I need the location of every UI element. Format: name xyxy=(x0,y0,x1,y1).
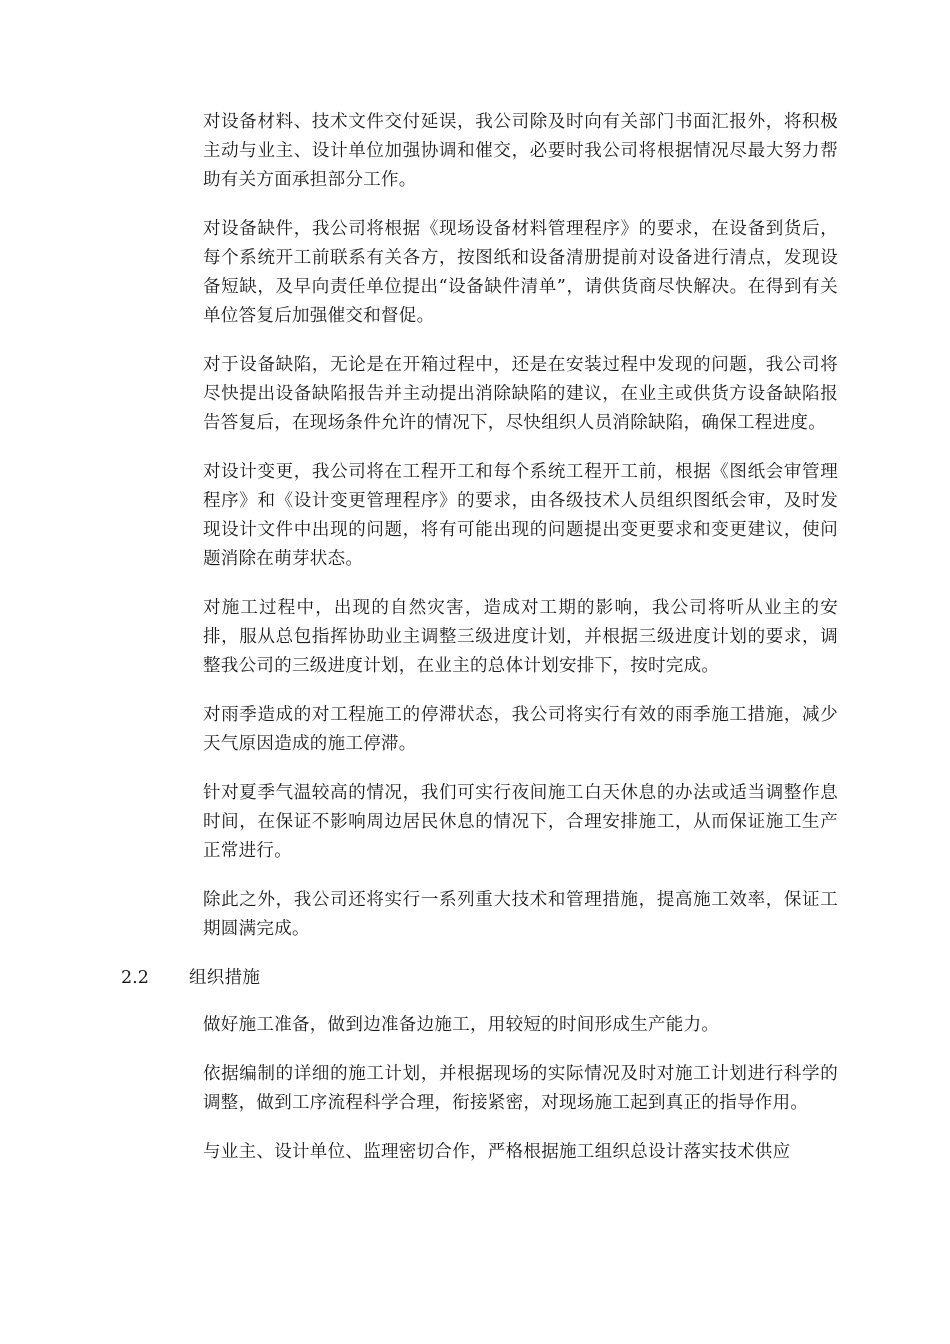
paragraph-summer-heat: 针对夏季气温较高的情况，我们可实行夜间施工白天休息的办法或适当调整作息时间，在保证不影响周边居民休息的情况下，合理安排施工，从而保证施工生产正常进行。 xyxy=(203,783,838,861)
paragraph-additional-measures: 除此之外，我公司还将实行一系列重大技术和管理措施，提高施工效率，保证工期圆满完成。 xyxy=(203,890,838,939)
paragraph-construction-prep: 做好施工准备，做到边准备边施工，用较短的时间形成生产能力。 xyxy=(203,1015,720,1035)
section-number: 2.2 xyxy=(121,968,149,988)
paragraph-natural-disaster: 对施工过程中，出现的自然灾害，造成对工期的影响，我公司将听从业主的安排，服从总包指挥协助业主调整三级进度计划，并根据三级进度计划的要求，调整我公司的三级进度计划，在业主的总体计划安排下，按时完成。 xyxy=(203,598,838,676)
paragraph-construction-plan: 依据编制的详细的施工计划，并根据现场的实际情况及时对施工计划进行科学的调整，做到工序流程科学合理，衔接紧密，对现场施工起到真正的指导作用。 xyxy=(203,1064,838,1113)
paragraph-material-delay: 对设备材料、技术文件交付延误，我公司除及时向有关部门书面汇报外，将积极主动与业主、设计单位加强协调和催交，必要时我公司将根据情况尽最大努力帮助有关方面承担部分工作。 xyxy=(203,112,838,190)
paragraph-equipment-shortage: 对设备缺件，我公司将根据《现场设备材料管理程序》的要求，在设备到货后，每个系统开工前联系有关各方，按图纸和设备清册提前对设备进行清点，发现设备短缺，及早向责任单位提出“设备缺件清单”，请供货商尽快解决。在得到有关单位答复后加强催交和督促。 xyxy=(203,219,838,326)
paragraph-rainy-season: 对雨季造成的对工程施工的停滞状态，我公司将实行有效的雨季施工措施，减少天气原因造成的施工停滞。 xyxy=(203,705,838,754)
document-body xyxy=(0,108,950,1187)
paragraph-design-change: 对设计变更，我公司将在工程开工和每个系统工程开工前，根据《图纸会审管理程序》和《设计变更管理程序》的要求，由各级技术人员组织图纸会审，及时发现设计文件中出现的问题，将有可能出现的问题提出变更要求和变更建议，使问题消除在萌芽状态。 xyxy=(203,462,838,569)
section-heading xyxy=(0,964,950,993)
paragraph-equipment-defect: 对于设备缺陷，无论是在开箱过程中，还是在安装过程中发现的问题，我公司将尽快提出设备缺陷报告并主动提出消除缺陷的建议，在业主或供货方设备缺陷报告答复后，在现场条件允许的情况下，尽快组织人员消除缺陷，确保工程进度。 xyxy=(203,355,838,433)
paragraph-cooperation: 与业主、设计单位、监理密切合作，严格根据施工组织总设计落实技术供应 xyxy=(203,1142,791,1162)
section-title: 组织措施 xyxy=(189,968,261,988)
